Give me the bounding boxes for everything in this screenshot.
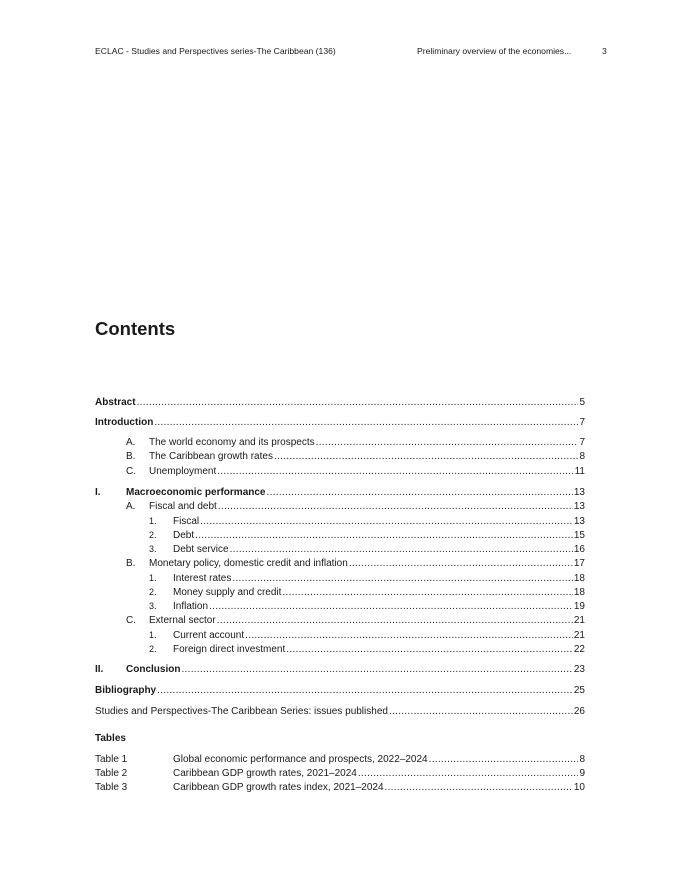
toc-page: 7 xyxy=(579,437,585,448)
toc-page: 23 xyxy=(573,664,585,675)
toc-label: Fiscal xyxy=(173,516,200,527)
toc-label: Money supply and credit xyxy=(173,587,282,598)
toc-mark: B. xyxy=(126,558,136,569)
toc-page: 13 xyxy=(573,516,585,527)
toc-mark: Table 1 xyxy=(95,754,128,765)
toc-entry-series[interactable] xyxy=(95,705,585,719)
toc-mark: II. xyxy=(95,664,104,675)
toc-entry-introduction[interactable] xyxy=(95,416,585,430)
toc-entry-ch1-c[interactable] xyxy=(126,614,585,628)
toc-leader xyxy=(209,600,573,614)
toc-leader xyxy=(195,529,573,543)
toc-page: 13 xyxy=(573,501,585,512)
toc-leader xyxy=(274,450,578,464)
toc-mark: 3. xyxy=(149,544,157,554)
toc-page: 19 xyxy=(573,601,585,612)
toc-mark: A. xyxy=(126,437,136,448)
toc-entry-ch1-b2[interactable] xyxy=(149,585,585,599)
toc-leader xyxy=(200,515,573,529)
toc-entry-ch1-c1[interactable] xyxy=(149,628,585,642)
toc-leader xyxy=(385,781,573,795)
header-series-title: ECLAC - Studies and Perspectives series-The Caribbean (136) xyxy=(95,46,336,56)
toc-entry-intro-b[interactable] xyxy=(126,450,585,464)
toc-leader xyxy=(286,643,573,657)
toc-label: Macroeconomic performance xyxy=(126,487,266,498)
toc-page: 21 xyxy=(573,630,585,641)
toc-leader xyxy=(358,767,579,781)
toc-page: 11 xyxy=(574,466,585,477)
toc-page: 16 xyxy=(573,544,585,555)
toc-mark: 2. xyxy=(149,587,157,597)
toc-page: 15 xyxy=(573,530,585,541)
toc-label: External sector xyxy=(149,615,216,626)
toc-entry-ch1-a3[interactable] xyxy=(149,542,585,556)
toc-entry-intro-c[interactable] xyxy=(126,465,585,479)
toc-label: Monetary policy, domestic credit and inflation xyxy=(149,558,348,569)
toc-mark: B. xyxy=(126,451,136,462)
toc-entry-ch1-a2[interactable] xyxy=(149,528,585,542)
toc-page: 25 xyxy=(573,685,585,696)
toc-leader xyxy=(218,500,573,514)
toc-mark: C. xyxy=(126,615,136,626)
toc-leader xyxy=(217,614,573,628)
toc-mark: 3. xyxy=(149,601,157,611)
toc-label: Inflation xyxy=(173,601,209,612)
toc-leader xyxy=(181,663,572,677)
toc-label: Caribbean GDP growth rates, 2021–2024 xyxy=(173,768,357,779)
toc-entry-ch1-a[interactable] xyxy=(126,500,585,514)
toc-label: Bibliography xyxy=(95,685,157,696)
toc-label: Conclusion xyxy=(126,664,181,675)
toc-page: 13 xyxy=(573,487,585,498)
toc-mark: 2. xyxy=(149,530,157,540)
toc-mark: Table 2 xyxy=(95,768,128,779)
toc-entry-ch1-b1[interactable] xyxy=(149,571,585,585)
toc-entry-ch1-b3[interactable] xyxy=(149,599,585,613)
toc-mark: Table 3 xyxy=(95,782,128,793)
toc-label: Studies and Perspectives-The Caribbean Series: issues published xyxy=(95,706,388,717)
toc-label: Caribbean GDP growth rates index, 2021–2024 xyxy=(173,782,384,793)
toc-mark: 1. xyxy=(149,573,157,583)
toc-label: Global economic performance and prospects, 2022–2024 xyxy=(173,754,428,765)
toc-label: Interest rates xyxy=(173,573,232,584)
toc-label: The Caribbean growth rates xyxy=(149,451,273,462)
toc-entry-abstract[interactable] xyxy=(95,396,585,410)
toc-leader xyxy=(245,629,573,643)
toc-label: Current account xyxy=(173,630,245,641)
toc-leader xyxy=(137,396,579,410)
toc-mark: 2. xyxy=(149,644,157,654)
toc-leader xyxy=(230,543,573,557)
toc-leader xyxy=(232,572,573,586)
toc-page: 21 xyxy=(573,615,585,626)
toc-label: Foreign direct investment xyxy=(173,644,286,655)
toc-mark: C. xyxy=(126,466,136,477)
toc-leader xyxy=(282,586,572,600)
toc-label: The world economy and its prospects xyxy=(149,437,315,448)
toc-leader xyxy=(349,557,573,571)
toc-entry-ch1-c2[interactable] xyxy=(149,642,585,656)
toc-label: Introduction xyxy=(95,417,154,428)
toc-page: 18 xyxy=(573,587,585,598)
toc-leader xyxy=(154,416,578,430)
toc-mark: I. xyxy=(95,487,101,498)
toc-label: Unemployment xyxy=(149,466,217,477)
toc-label: Fiscal and debt xyxy=(149,501,217,512)
toc-entry-bibliography[interactable] xyxy=(95,684,585,698)
toc-label: Debt xyxy=(173,530,195,541)
toc-entry-chapter-1[interactable] xyxy=(95,486,585,500)
toc-entry-intro-a[interactable] xyxy=(126,436,585,450)
toc-mark: 1. xyxy=(149,516,157,526)
header-page-number: 3 xyxy=(602,46,607,56)
page-title: Contents xyxy=(95,318,176,339)
toc-label: Debt service xyxy=(173,544,229,555)
toc-page: 5 xyxy=(579,397,585,408)
toc-page: 10 xyxy=(573,782,585,793)
toc-page: 18 xyxy=(573,573,585,584)
toc-page: 7 xyxy=(579,417,585,428)
toc-mark: 1. xyxy=(149,630,157,640)
toc-entry-table-2[interactable] xyxy=(95,767,585,781)
toc-leader xyxy=(316,436,579,450)
toc-leader xyxy=(157,684,573,698)
toc-entry-ch1-b[interactable] xyxy=(126,557,585,571)
toc-page: 8 xyxy=(579,451,585,462)
toc-leader xyxy=(267,486,573,500)
toc-entry-table-3[interactable] xyxy=(95,781,585,795)
toc-page: 22 xyxy=(573,644,585,655)
toc-entry-chapter-2[interactable] xyxy=(95,663,585,677)
toc-entry-ch1-a1[interactable] xyxy=(149,514,585,528)
toc-page: 9 xyxy=(579,768,585,779)
header-document-title: Preliminary overview of the economies... xyxy=(417,46,572,56)
toc-leader xyxy=(217,465,573,479)
tables-heading: Tables xyxy=(95,733,126,744)
toc-leader xyxy=(429,753,579,767)
toc-entry-table-1[interactable] xyxy=(95,753,585,767)
toc-mark: A. xyxy=(126,501,136,512)
toc-page: 17 xyxy=(573,558,585,569)
toc-leader xyxy=(389,705,573,719)
toc-page: 26 xyxy=(573,706,585,717)
toc-page: 8 xyxy=(579,754,585,765)
toc-label: Abstract xyxy=(95,397,136,408)
running-header xyxy=(95,46,610,60)
